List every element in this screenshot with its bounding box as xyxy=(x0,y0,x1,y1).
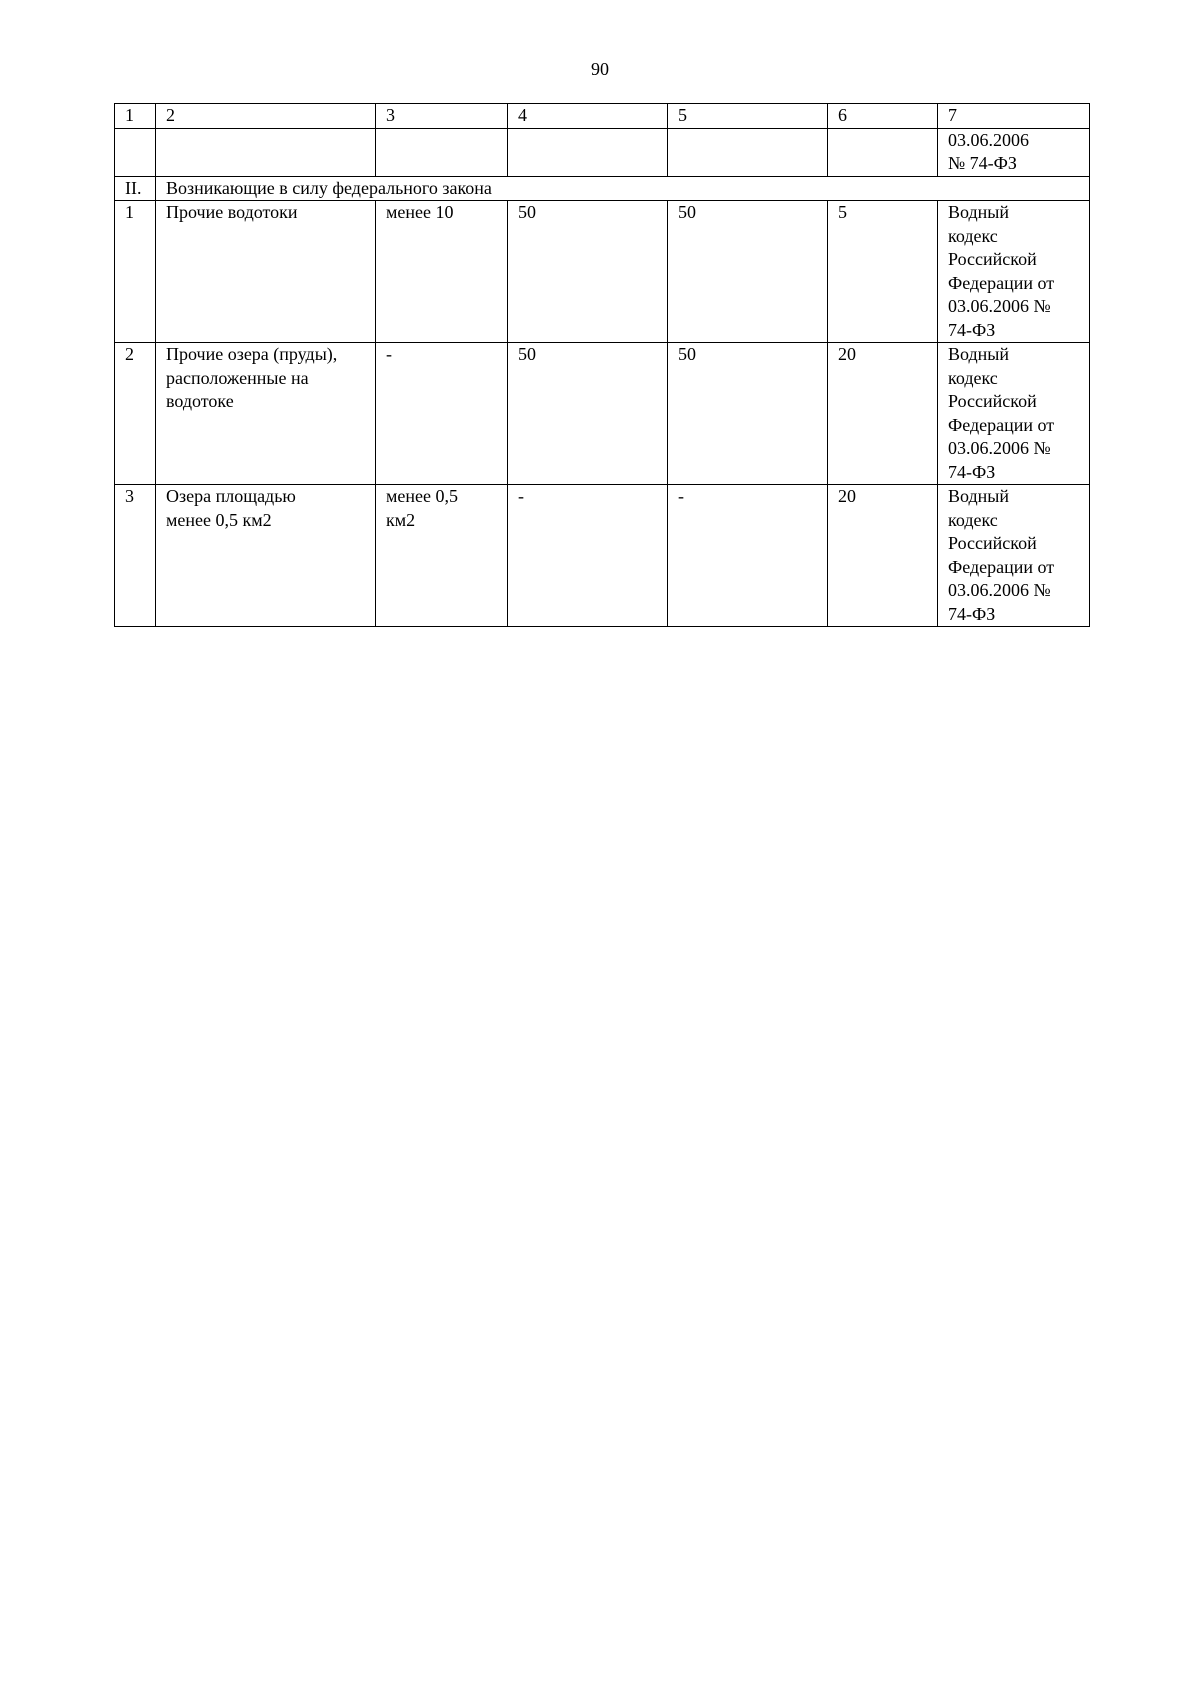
table-cell xyxy=(508,128,668,176)
table-cell: 50 xyxy=(508,343,668,485)
table-cell: Озера площадью менее 0,5 км2 xyxy=(156,485,376,627)
table-cell xyxy=(115,128,156,176)
header-cell: 6 xyxy=(828,104,938,129)
table-cell: Водный кодекс Российской Федерации от 03.06.2006 № 74-ФЗ xyxy=(938,201,1090,343)
table-cell: 1 xyxy=(115,201,156,343)
table-header-row xyxy=(115,104,1090,129)
table-cell: 50 xyxy=(668,343,828,485)
table-cell xyxy=(828,128,938,176)
table-cell: 03.06.2006 № 74-ФЗ xyxy=(938,128,1090,176)
table-cell: - xyxy=(668,485,828,627)
table-cell: - xyxy=(508,485,668,627)
water-protection-zones-table xyxy=(114,103,1090,627)
table-cell: 5 xyxy=(828,201,938,343)
header-cell: 1 xyxy=(115,104,156,129)
continuation-row xyxy=(115,128,1090,176)
table-cell: 50 xyxy=(508,201,668,343)
table-cell: - xyxy=(376,343,508,485)
table-row xyxy=(115,201,1090,343)
table-row xyxy=(115,343,1090,485)
table-cell: менее 10 xyxy=(376,201,508,343)
table-cell: Водный кодекс Российской Федерации от 03.06.2006 № 74-ФЗ xyxy=(938,343,1090,485)
table-cell xyxy=(156,128,376,176)
table-row xyxy=(115,485,1090,627)
table-cell: 50 xyxy=(668,201,828,343)
section-number: II. xyxy=(115,176,156,201)
table-cell: 3 xyxy=(115,485,156,627)
page-number: 90 xyxy=(591,59,609,79)
table-cell xyxy=(668,128,828,176)
table-cell xyxy=(376,128,508,176)
header-cell: 4 xyxy=(508,104,668,129)
table-cell: 20 xyxy=(828,343,938,485)
section-title: Возникающие в силу федерального закона xyxy=(156,176,1090,201)
table-cell: Прочие водотоки xyxy=(156,201,376,343)
header-cell: 5 xyxy=(668,104,828,129)
table-cell: Водный кодекс Российской Федерации от 03.06.2006 № 74-ФЗ xyxy=(938,485,1090,627)
section-row xyxy=(115,176,1090,201)
table-cell: Прочие озера (пруды), расположенные на водотоке xyxy=(156,343,376,485)
header-cell: 3 xyxy=(376,104,508,129)
table-cell: менее 0,5 км2 xyxy=(376,485,508,627)
table-cell: 2 xyxy=(115,343,156,485)
header-cell: 2 xyxy=(156,104,376,129)
header-cell: 7 xyxy=(938,104,1090,129)
table-cell: 20 xyxy=(828,485,938,627)
